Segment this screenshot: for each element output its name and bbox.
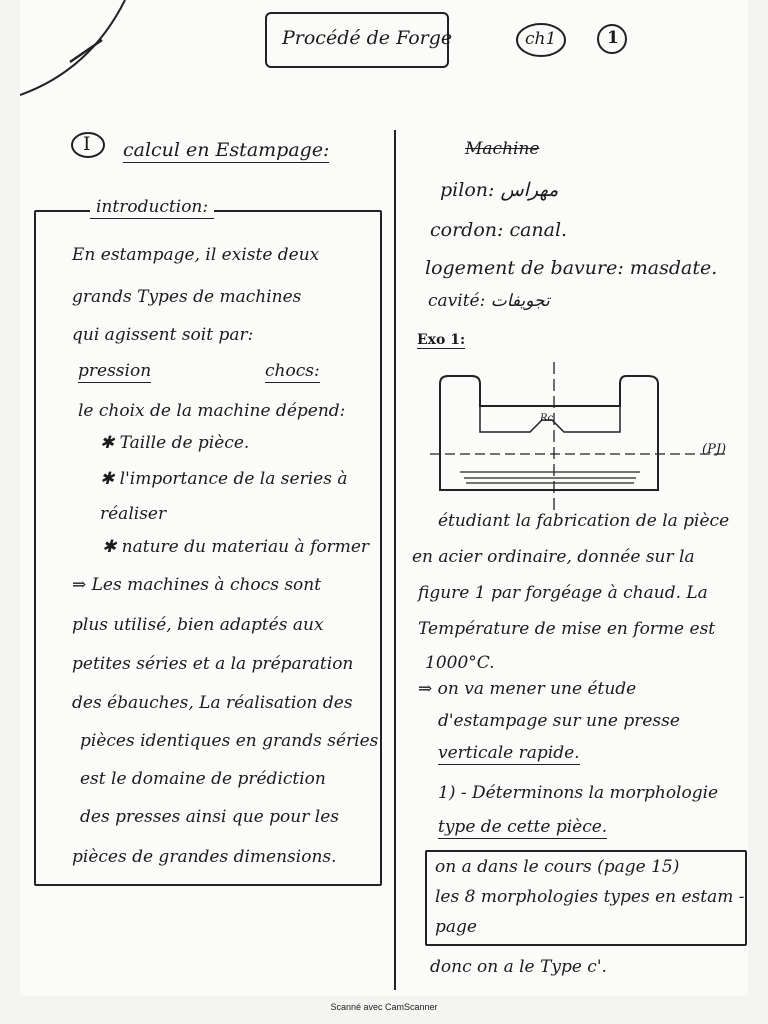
scanner-footer: Scanné avec CamScanner bbox=[330, 1002, 438, 1012]
intro-line: des ébauches, La réalisation des bbox=[72, 693, 353, 713]
page-number: 1 bbox=[607, 28, 619, 48]
section-title: calcul en Estampage: bbox=[123, 139, 330, 161]
intro-line: le choix de la machine dépend: bbox=[78, 401, 346, 421]
exercise-line: figure 1 par forgéage à chaud. La bbox=[418, 583, 708, 603]
question: 1) - Déterminons la morphologie bbox=[438, 783, 719, 803]
intro-line: des presses ainsi que pour les bbox=[80, 807, 339, 827]
notebook-page bbox=[20, 0, 748, 996]
page-title: Procédé de Forge bbox=[282, 27, 453, 49]
intro-line: est le domaine de prédiction bbox=[80, 769, 326, 789]
intro-line: grands Types de machines bbox=[72, 287, 302, 307]
question-line-2: type de cette pièce. bbox=[438, 817, 608, 837]
crossed-word: Machine bbox=[465, 139, 540, 159]
section-number: I bbox=[83, 133, 91, 155]
exercise-line: verticale rapide. bbox=[438, 743, 580, 763]
vocab-line: cavité: تجويفات bbox=[428, 291, 550, 311]
figure-label-rc: Rc bbox=[540, 413, 554, 424]
vocab-line: pilon: مهراس bbox=[440, 179, 559, 201]
intro-line: En estampage, il existe deux bbox=[72, 245, 320, 265]
exercise-line: Température de mise en forme est bbox=[418, 619, 716, 639]
exercise-line: étudiant la fabrication de la pièce bbox=[438, 511, 730, 531]
box-line: les 8 morphologies types en estam - bbox=[435, 887, 745, 907]
intro-line: ⇒ Les machines à chocs sont bbox=[72, 575, 322, 595]
intro-line: qui agissent soit par: bbox=[72, 325, 254, 345]
exercise-line: en acier ordinaire, donnée sur la bbox=[412, 547, 695, 567]
margin-curve-decoration bbox=[20, 0, 160, 110]
box-line: on a dans le cours (page 15) bbox=[435, 857, 680, 877]
conclusion: donc on a le Type c'. bbox=[430, 957, 607, 977]
intro-heading: introduction: bbox=[90, 198, 214, 219]
bullet-item: ✱ Taille de pièce. bbox=[100, 433, 250, 453]
bullet-item: ✱ l'importance de la series à bbox=[100, 469, 348, 489]
exercise-line: d'estampage sur une presse bbox=[438, 711, 680, 731]
intro-line: réaliser bbox=[100, 504, 167, 524]
vocab-line: logement de bavure: masdate. bbox=[425, 257, 718, 279]
intro-line: petites séries et a la préparation bbox=[72, 654, 354, 674]
exercise-line: 1000°C. bbox=[425, 653, 495, 673]
chocs-label: chocs: bbox=[265, 361, 320, 381]
pression-label: pression bbox=[78, 361, 152, 381]
exercise-line: ⇒ on va mener une étude bbox=[418, 679, 637, 699]
vocab-line: cordon: canal. bbox=[430, 219, 568, 241]
column-divider bbox=[392, 130, 398, 990]
exo-label: Exo 1: bbox=[417, 332, 466, 348]
chapter-label: ch1 bbox=[525, 29, 557, 49]
bullet-item: ✱ nature du materiau à former bbox=[102, 537, 370, 557]
intro-line: pièces de grandes dimensions. bbox=[72, 847, 337, 867]
intro-line: pièces identiques en grands séries bbox=[80, 731, 379, 751]
figure-label-pj: (PJ) bbox=[702, 442, 727, 457]
intro-line: plus utilisé, bien adaptés aux bbox=[72, 615, 324, 635]
box-line: page bbox=[435, 917, 477, 937]
